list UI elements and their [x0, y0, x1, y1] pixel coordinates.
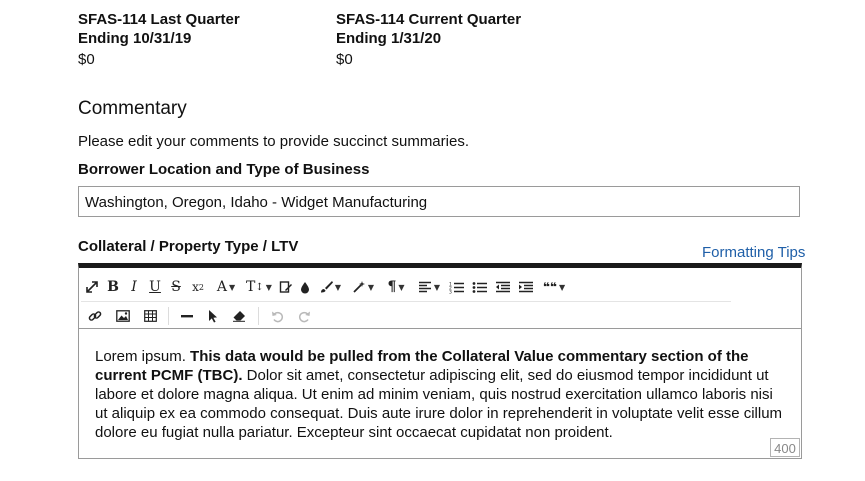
commentary-instruction: Please edit your comments to provide succinct summaries. — [78, 133, 469, 150]
fullscreen-icon[interactable] — [85, 275, 99, 299]
content-rest: Dolor sit amet, consectetur adipiscing elit, sed do eiusmod tempor incididunt ut labore et dolore magna aliqua. Ut enim ad minim veniam, quis nostrud exercitation ullamco laboris nisi ut aliquip ex ea commodo consequat. Duis aute irure dolor in reprehenderit in voluptate velit esse cillum dolore eu fugiat nulla pariatur. Excepteur sint occaecat cupidatat non proident. — [95, 367, 783, 441]
borrower-label: Borrower Location and Type of Business — [78, 161, 370, 178]
chevron-down-icon: ▼ — [433, 282, 441, 292]
current-quarter-title-line2: Ending 1/31/20 — [336, 30, 442, 47]
font-size-icon[interactable] — [246, 275, 272, 299]
toolbar-bottom-border — [79, 328, 801, 329]
chevron-down-icon: ▼ — [398, 282, 405, 292]
toolbar-separator — [168, 307, 169, 325]
font-family-glyph: A — [216, 279, 227, 295]
toolbar-row-divider — [81, 301, 731, 302]
paragraph-icon[interactable] — [383, 275, 409, 299]
svg-text:1: 1 — [449, 282, 452, 287]
quote-icon[interactable] — [541, 275, 567, 299]
content-bold: This data would be pulled from the Collateral Value commentary section of the current PCMF (TBC). — [95, 348, 749, 384]
clear-formatting-icon[interactable] — [279, 275, 293, 299]
subscript-icon[interactable] — [190, 275, 206, 299]
current-quarter-value: $0 — [336, 51, 353, 68]
link-icon[interactable] — [85, 304, 105, 328]
color-icon[interactable] — [300, 275, 310, 299]
content-intro: Lorem ipsum. — [95, 348, 191, 365]
current-quarter-title — [336, 10, 521, 48]
quote-glyph: ❝❝ — [542, 280, 557, 294]
collateral-editor — [78, 263, 802, 459]
chevron-down-icon: ▼ — [334, 282, 342, 292]
collateral-label: Collateral / Property Type / LTV — [78, 238, 299, 255]
last-quarter-title-line2: Ending 10/31/19 — [78, 30, 192, 47]
toolbar-separator — [258, 307, 259, 325]
align-icon[interactable] — [416, 275, 442, 299]
undo-icon[interactable] — [267, 304, 287, 328]
subscript-base: x — [192, 280, 199, 294]
bold-icon[interactable]: B — [107, 279, 119, 295]
eraser-icon[interactable] — [229, 304, 249, 328]
paint-brush-icon[interactable] — [317, 275, 343, 299]
chevron-down-icon: ▼ — [367, 282, 375, 292]
outdent-icon[interactable] — [495, 275, 511, 299]
chevron-down-icon: ▼ — [265, 282, 272, 292]
select-all-icon[interactable] — [204, 304, 222, 328]
image-icon[interactable] — [112, 304, 134, 328]
borrower-input[interactable]: Washington, Oregon, Idaho - Widget Manufacturing — [78, 186, 800, 217]
font-size-arrows: ↕ — [255, 281, 264, 293]
strikethrough-icon[interactable]: S — [171, 279, 181, 295]
paragraph-glyph: ¶ — [387, 279, 397, 295]
last-quarter-title — [78, 10, 240, 48]
commentary-heading: Commentary — [78, 98, 187, 119]
editor-toolbar-row-2 — [85, 303, 321, 329]
horizontal-rule-icon[interactable] — [177, 304, 197, 328]
indent-icon[interactable] — [518, 275, 534, 299]
font-family-icon[interactable] — [213, 275, 239, 299]
character-counter: 400 — [770, 438, 800, 457]
svg-text:3: 3 — [449, 290, 452, 294]
table-icon[interactable] — [141, 304, 159, 328]
editor-toolbar-row-1 — [85, 274, 574, 300]
redo-icon[interactable] — [294, 304, 314, 328]
editor-content[interactable] — [95, 347, 785, 442]
underline-icon[interactable]: U — [149, 279, 161, 295]
svg-text:2: 2 — [449, 286, 452, 291]
chevron-down-icon: ▼ — [228, 282, 236, 292]
subscript-sub: 2 — [198, 282, 204, 292]
current-quarter-title-line1: SFAS-114 Current Quarter — [336, 11, 522, 28]
italic-icon[interactable]: I — [131, 279, 137, 295]
font-size-glyph: T — [246, 279, 256, 295]
unordered-list-icon[interactable] — [472, 275, 488, 299]
ordered-list-icon[interactable] — [449, 275, 465, 299]
last-quarter-value: $0 — [78, 51, 95, 68]
last-quarter-title-line1: SFAS-114 Last Quarter — [78, 11, 240, 28]
chevron-down-icon: ▼ — [558, 282, 566, 292]
magic-wand-icon[interactable] — [350, 275, 376, 299]
formatting-tips-link[interactable]: Formatting Tips — [702, 244, 806, 261]
